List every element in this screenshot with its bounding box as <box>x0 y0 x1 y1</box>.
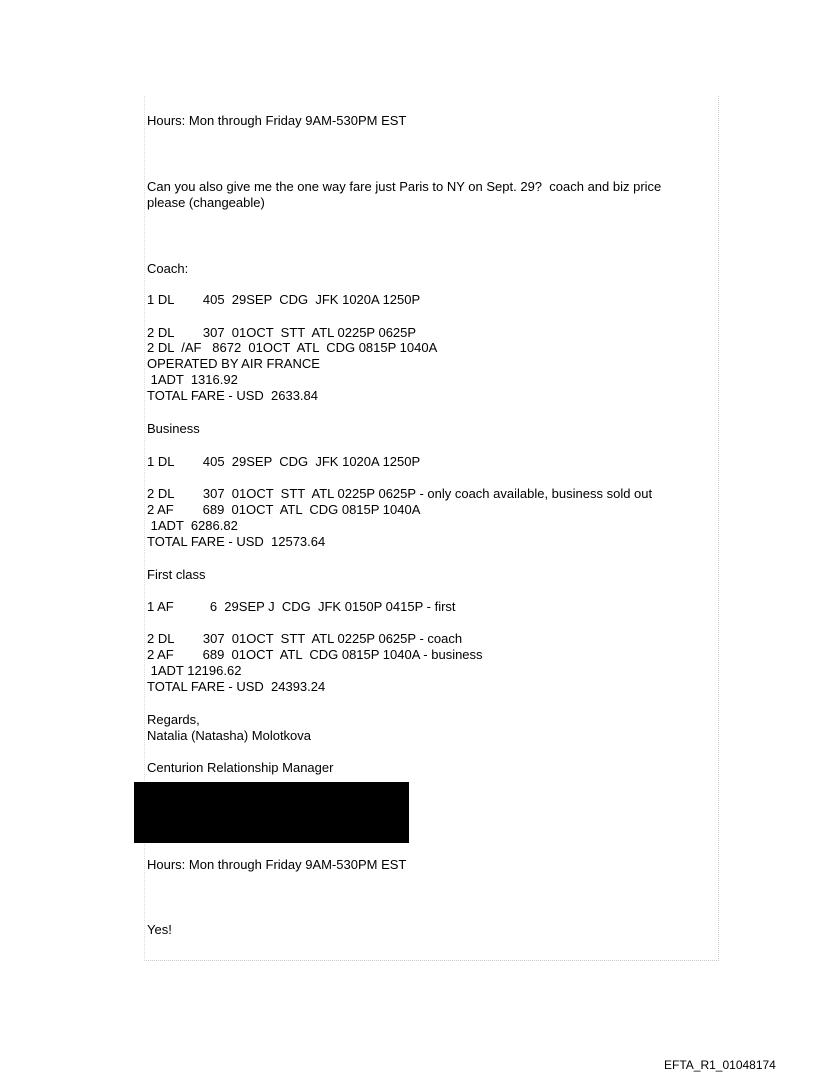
first-total-fare: TOTAL FARE - USD 24393.24 <box>147 679 326 694</box>
first-segment-1: 1 AF 6 29SEP J CDG JFK 0150P 0415P - first <box>147 599 456 614</box>
redaction-block <box>134 782 409 843</box>
coach-total-fare: TOTAL FARE - USD 2633.84 <box>147 388 318 403</box>
first-segment-2: 2 DL 307 01OCT STT ATL 0225P 0625P - coach <box>147 631 463 646</box>
first-heading: First class <box>147 567 206 582</box>
hours-line-2: Hours: Mon through Friday 9AM-530PM EST <box>147 857 407 872</box>
coach-operated-by: OPERATED BY AIR FRANCE <box>147 356 320 371</box>
business-adt-fare: 1ADT 6286.82 <box>147 518 238 533</box>
request-line-1: Can you also give me the one way fare just Paris to NY on Sept. 29? coach and biz price <box>147 179 662 194</box>
coach-segment-3: 2 DL /AF 8672 01OCT ATL CDG 0815P 1040A <box>147 340 438 355</box>
coach-segment-2: 2 DL 307 01OCT STT ATL 0225P 0625P <box>147 325 417 340</box>
request-line-2: please (changeable) <box>147 195 265 210</box>
business-heading: Business <box>147 421 200 436</box>
first-segment-3: 2 AF 689 01OCT ATL CDG 0815P 1040A - business <box>147 647 483 662</box>
sender-role: Centurion Relationship Manager <box>147 760 334 775</box>
business-segment-2: 2 DL 307 01OCT STT ATL 0225P 0625P - only coach available, business sold out <box>147 486 653 501</box>
coach-heading: Coach: <box>147 261 189 276</box>
regards: Regards, <box>147 712 200 727</box>
first-adt-fare: 1ADT 12196.62 <box>147 663 242 678</box>
business-segment-3: 2 AF 689 01OCT ATL CDG 0815P 1040A <box>147 502 421 517</box>
hours-line: Hours: Mon through Friday 9AM-530PM EST <box>147 113 407 128</box>
coach-segment-1: 1 DL 405 29SEP CDG JFK 1020A 1250P <box>147 292 421 307</box>
sender-name: Natalia (Natasha) Molotkova <box>147 728 312 743</box>
document-id: EFTA_R1_01048174 <box>664 1058 776 1072</box>
business-total-fare: TOTAL FARE - USD 12573.64 <box>147 534 326 549</box>
reply-text: Yes! <box>147 922 172 937</box>
coach-adt-fare: 1ADT 1316.92 <box>147 372 238 387</box>
business-segment-1: 1 DL 405 29SEP CDG JFK 1020A 1250P <box>147 454 421 469</box>
